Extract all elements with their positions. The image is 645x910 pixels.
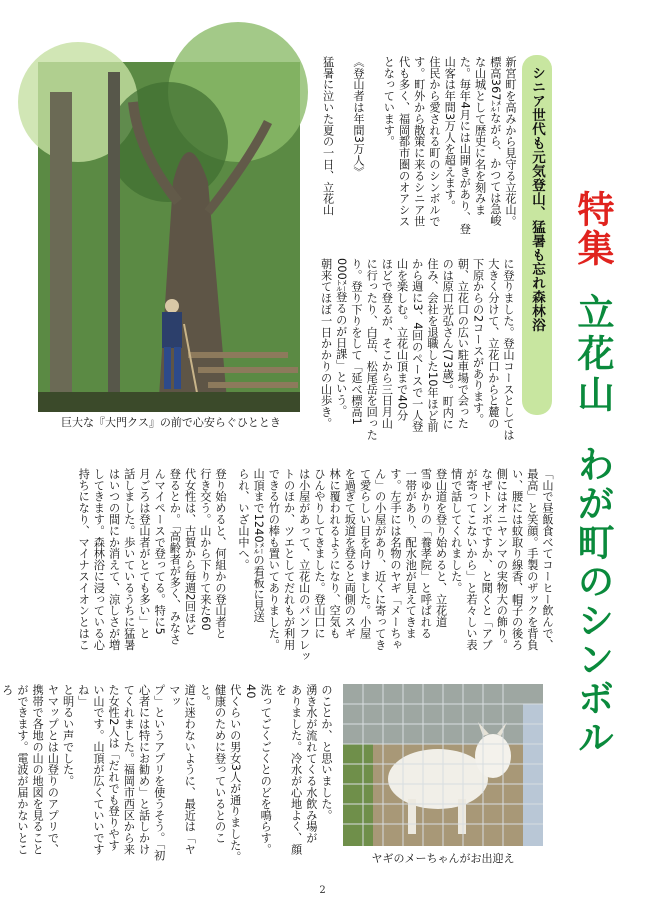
goat-photo-caption: ヤギのメーちゃんがお出迎え xyxy=(371,852,515,865)
goat-illustration xyxy=(343,684,543,846)
goat-photo xyxy=(343,684,543,846)
forest-illustration xyxy=(38,62,300,412)
article-column-5: のことか、と思いました。 湧き水が流れてくる水飲み場が ありました。冷水が心地よく、顔を 洗ってごくごくとのどを鳴らす。40 代くらいの男女3人が通りました。 健康のために登っているとのこと。 道に迷わないように、最近は「ヤマッ プ」というアプリを使うそう。「初 心者には特にお勧め」と話しかけ てくれました。福岡市西区から来 た女性2人は「だれでも登りやす い山です。山頂が広くていいですね」 と明るい声でした。 ヤマップとは山登りのアプリで、 携帯で各地の山の地図を見ること ができます。電波が届かないところ xyxy=(0,684,333,863)
article-column-1: 新宮町を高みから見守る立花山。 標高367㍍ながら、かつては急峻 な山城として歴史に名を刻みま た。毎年4月には山開きがあり、登 山客は年間3万人を超えます。 住民から愛される町のシンボルで す。町外から散策に来るシニア世 代も多く、福岡都市圏のオアシス となっています。 《登山者は年間3万人》 猛暑に泣いた夏の一日、立花山 xyxy=(321,56,517,235)
article-column-2: に登りました。登山コースとしては 大きく分けて、立花口からと麓の 下原からの2コースがあります。 朝、立花口の広い駐車場で会った のは原口光弘さん(73歳)。町内に 住み、会社を退職した10年ほど前 から週に3、4回のペースで一人登 山を楽しむ。立花山頂まで40分 ほどで登るが、そこから三日月山 に行ったり、白岳、松尾岳を回った り。登り下りをして「延べ標高1 000㍍登るのが日課」という。 朝来てほぼ一日かかりの山歩き。 xyxy=(319,258,515,441)
mountain-title: 立花山 xyxy=(571,293,614,416)
page-number: 2 xyxy=(319,885,326,896)
tree-photo-caption: 巨大な『大門クス』の前で心安らぐひととき xyxy=(61,416,281,429)
article-column-3: 「山で昼飯食べてコーヒー飲んで、 最高」と笑顔。手製のザックを背負 い、腰には蚊取り線香、帽子の後ろ 側にはオニヤンマの実物大の飾り。 なぜトンボですか、と聞くと「アブ が寄ってこないから」と若々しい表 情で話してくれました。 登山道を登り始めると、立花道 雪ゆかりの「養孝院」と呼ばれる 一帯があり、配水池が見えてきま す。左手には名物のヤギ「メーちゃ ん」の小屋があり、近くに寄ってき て愛らしい目を向けました。小屋 を過ぎて坂道を登ると両側のスギ 林に覆われるようになり、空気も ひんやりしてきました。登山口に は小屋があって、立花山のパンフレッ トのほか、ツエとしてだれもが利用 できる竹の棒も置いてありました。 山頂まで1240㍍の看板に見送 られ、いざ山中へ。 xyxy=(236,468,554,662)
article-column-4: 登り始めると、何組かの登山者と 行き交う。山から下りて来た60 代女性は、古賀から毎週2回ほど 登るとか。「高齢者が多く、みなさ んマイペースで登ってる。特に5 月ごろは登山者がとても多い」と 話しました。歩いているうちに猛暑 はいつの間にか消えて、涼しさが増 してきます。森林浴に浸っている心 持ちになり、マイナスイオンとはこ xyxy=(77,468,227,651)
town-symbol-title: わが町のシンボル xyxy=(571,445,614,757)
feature-label: 特集 xyxy=(571,190,614,268)
giant-tree-photo xyxy=(38,62,300,412)
headline: シニア世代も元気登山、猛暑も忘れ森林浴 xyxy=(529,66,545,332)
